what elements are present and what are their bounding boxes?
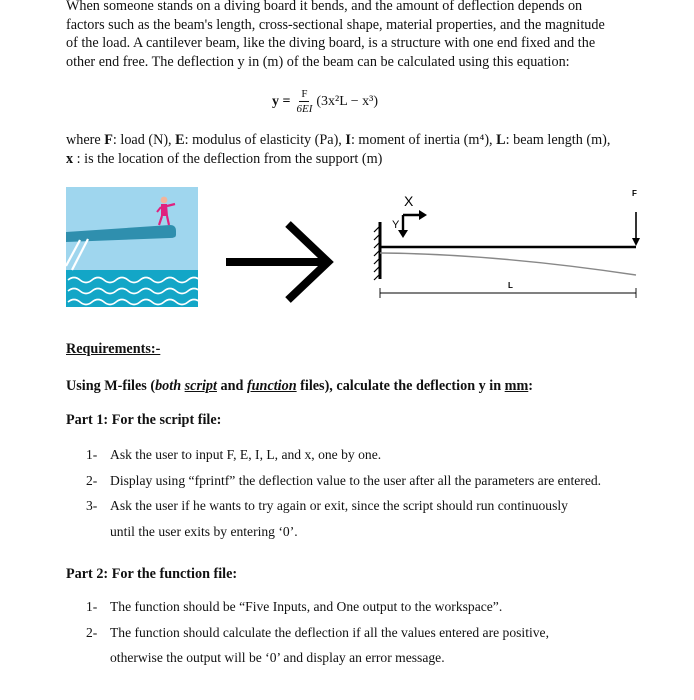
intro-line: When someone stands on a diving board it bends, and the amount of deflection depends on: [66, 0, 583, 14]
item-number: 1-: [86, 447, 98, 462]
item-text: Ask the user if he wants to try again or exit, since the script should run continuously: [110, 498, 568, 513]
deflected-beam: [380, 253, 636, 275]
var-x-desc: : is the location of the deflection from the support (m): [73, 150, 383, 167]
using-script: script: [184, 378, 217, 394]
list-item: [86, 468, 656, 494]
using-rest: files), calculate the deflection y in: [296, 378, 505, 394]
var-i: I: [345, 132, 351, 148]
equation-numerator: F: [301, 88, 308, 100]
item-number: 3-: [86, 498, 98, 513]
intro-paragraph: [66, 0, 626, 71]
label-y: Y: [392, 219, 400, 231]
item-continuation: until the user exits by entering ‘0’.: [110, 523, 298, 539]
var-l: L: [496, 132, 506, 148]
item-number: 1-: [86, 599, 98, 614]
using-colon: :: [528, 378, 534, 394]
using-function: function: [246, 378, 297, 394]
list-item: [86, 493, 656, 519]
list-item: [86, 620, 656, 646]
where-text: where: [66, 132, 105, 148]
using-a: Using M-files (: [66, 378, 156, 394]
item-continuation: otherwise the output will be ‘0’ and display an error message.: [110, 650, 445, 665]
part2-heading: Part 2: For the function file:: [66, 566, 238, 582]
var-x: x: [66, 150, 74, 167]
var-l-desc: : beam length (m),: [505, 132, 611, 148]
part1-heading: Part 1: For the script file:: [66, 412, 222, 428]
item-text: Display using “fprintf” the deflection value to the user after all the parameters are entered.: [110, 472, 602, 488]
item-number: 2-: [86, 472, 98, 488]
diving-board-figure: [66, 182, 666, 322]
list-item: [86, 442, 656, 468]
diving-board-illustration: [66, 187, 200, 307]
item-number: 2-: [86, 624, 98, 640]
variables-description: [66, 131, 666, 168]
label-x: X: [404, 193, 414, 209]
using-mm: mm: [504, 378, 529, 394]
equation-lhs: y =: [272, 94, 291, 109]
var-i-desc: : moment of inertia (m⁴),: [350, 132, 497, 148]
var-e-desc: : modulus of elasticity (Pa),: [184, 132, 346, 148]
item-text: The function should be “Five Inputs, and One output to the workspace”.: [110, 599, 503, 614]
intro-line: of the load. A cantilever beam, like the diving board, is a structure with one end fixed and the: [66, 35, 596, 52]
using-statement: [66, 378, 533, 395]
deflection-equation: [272, 84, 378, 120]
x-axis-arrowhead: [419, 210, 427, 220]
intro-line: other end free. The deflection y in (m) of the beam can be calculated using this equation:: [66, 53, 570, 70]
intro-line: factors such as the beam's length, cross-sectional shape, material properties, and the magnitude: [66, 16, 605, 33]
arrow-right-icon: [226, 224, 328, 300]
var-f: F: [104, 132, 113, 148]
cantilever-beam-diagram: [374, 189, 640, 298]
using-and: and: [216, 378, 247, 394]
sea: [66, 270, 198, 307]
requirements-heading: Requirements:-: [66, 341, 161, 357]
y-axis-arrowhead: [398, 230, 408, 238]
list-item: [86, 594, 656, 620]
force-arrowhead: [632, 238, 640, 246]
var-e: E: [175, 132, 185, 148]
var-f-desc: : load (N),: [112, 132, 176, 148]
equation-rest: (3x²L − x³): [316, 94, 379, 109]
part1-list: [86, 442, 656, 544]
equation-denominator: 6EI: [296, 103, 313, 115]
item-text: Ask the user to input F, E, I, L, and x, one by one.: [110, 447, 382, 462]
label-l: L: [508, 281, 513, 290]
label-f: F: [632, 189, 637, 198]
using-both: both: [155, 378, 185, 394]
equation-fraction: [296, 88, 312, 116]
item-text: The function should calculate the deflection if all the values entered are positive,: [110, 624, 549, 640]
part2-list: [86, 594, 656, 671]
